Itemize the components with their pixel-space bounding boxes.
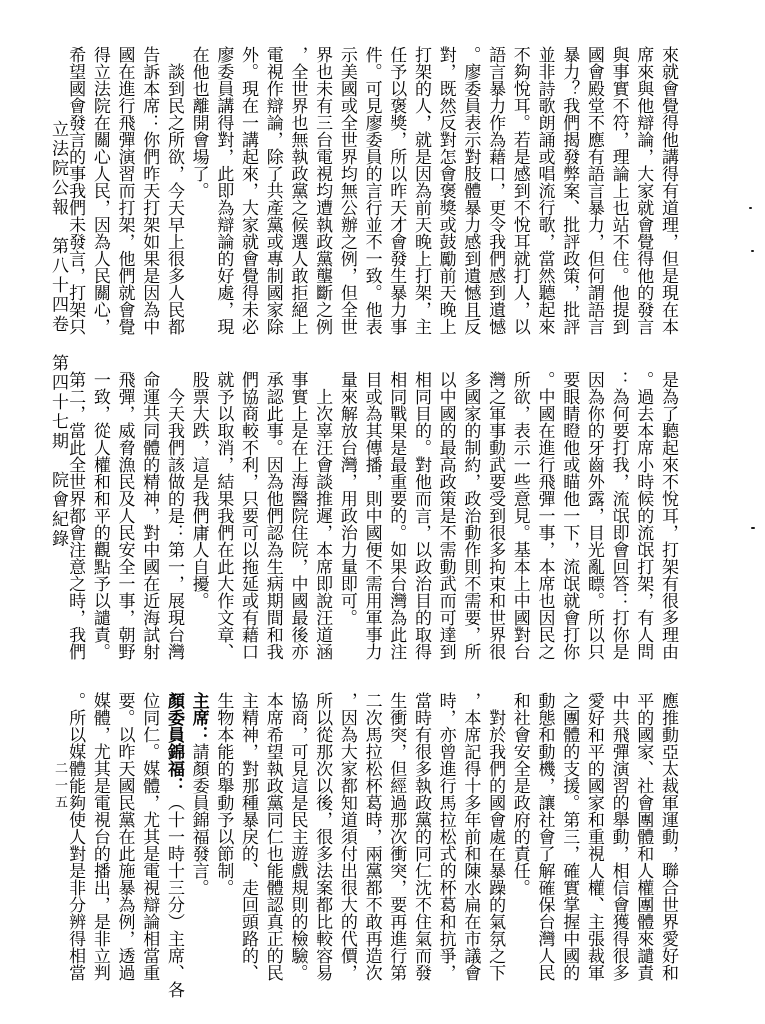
text-column: 要。以昨天國民黨在此施暴為例，透過 [115, 692, 135, 981]
text-column: 。中國在進行飛彈一事，本席也因民之 [535, 371, 555, 660]
text-column: 所以從那次以後，很多法案都比較容易 [313, 692, 333, 981]
text-column: 不夠悅耳。若是感到不悅耳就打人，以 [510, 46, 530, 335]
scan-speck [751, 250, 754, 252]
text-column [161, 692, 186, 998]
text-column: 國會殿堂不應有語言暴力，但何謂語言 [584, 46, 604, 335]
text-column: 目或為其傳播，則中國便不需用軍事力 [362, 371, 382, 660]
scan-speck [749, 207, 752, 209]
text-column: 任予以褒獎，所以昨天才會發生暴力事 [387, 46, 407, 335]
text-column: 愛好和平的國家和重視人權、主張裁軍 [584, 692, 604, 981]
text-column: 。過去本席小時候的流氓打架，有人問 [634, 371, 654, 660]
text-column: 在他也離開會場了。 [189, 46, 209, 199]
text-column: 語言暴力作為藉口，更令我們感到遺憾 [486, 46, 506, 335]
speech-text: 請顏委員錦福發言。 [189, 743, 209, 896]
text-column: 本席希望執政黨同仁也能體認真正的民 [263, 692, 283, 981]
text-column: 股票大跌，這是我們庸人自擾。 [189, 371, 209, 609]
text-column: 媒體，尤其是電視台的播出，是非立判 [90, 692, 110, 981]
text-column: 得立法院在關心人民，因為人民關心， [90, 46, 110, 335]
text-column: 主精神，對那種暴戾的、走回頭路的、 [239, 692, 259, 981]
text-column: 希望國會發言的事我們未發言，打架只 [66, 46, 86, 335]
text-column: ，本席記得十多年前和陳水扁在市議會 [461, 692, 481, 981]
speaker-name: 主席： [189, 692, 209, 743]
text-column: 當時有很多執政黨的同仁沈不住氣而發 [411, 692, 431, 981]
text-column: 應推動亞太裁軍運動，聯合世界愛好和 [659, 692, 678, 981]
speaker-name: 顏委員錦福： [164, 692, 184, 794]
text-column: 們協商較不利，只要可以拖延或有藉口 [239, 371, 259, 660]
text-column: 動態和動機，讓社會了解確保台灣人民 [535, 692, 555, 981]
text-column: 和社會安全是政府的責任。 [510, 692, 530, 896]
text-column: 席來與他辯論，大家就會覺得他的發言 [634, 46, 654, 335]
text-column: ：為何要打我，流氓即會回答：打你是 [609, 371, 629, 660]
text-column: 告訴本席：你們昨天打架如果是因為中 [140, 46, 160, 335]
text-column: 與事實不符，理論上也站不住。他提到 [609, 46, 629, 335]
text-column: 打架的人，就是因為前天晚上打架，主 [411, 46, 431, 335]
text-column: 位同仁。媒體，尤其是電視辯論相當重 [140, 692, 160, 981]
text-column: 件。可見廖委員的言行並不一致。他表 [362, 46, 382, 335]
text-column: 一致，從人權和和平的觀點予以譴責。 [90, 371, 110, 660]
text-column: 平的國家、社會團體和人權團體來譴責 [634, 692, 654, 981]
text-column: ，全世界也無執政黨之候選人敢拒絕上 [288, 46, 308, 335]
text-column: 飛彈，威脅漁民及人民安全一事，朝野 [115, 371, 135, 660]
text-column: 時，亦曾進行馬拉松式的杯葛和抗爭， [436, 692, 456, 981]
text-column: 灣之軍事動武要受到很多拘束和世界很 [486, 371, 506, 660]
text-column: 生物本能的舉動予以節制。 [214, 692, 234, 896]
text-column: 第二，當此全世界都會注意之時，我們 [66, 371, 86, 660]
text-column: 並非詩歌朗誦或唱流行歌，當然聽起來 [535, 46, 555, 335]
text-column: 來就會覺得他講得有道理，但是現在本 [659, 46, 678, 335]
text-column: 談到民之所欲，今天早上很多人民都 [164, 46, 184, 335]
gazette-header-vertical: 立法院公報 第八十四卷 第四十七期 院會紀錄 [49, 120, 68, 549]
text-column: 上次辜汪會談推遲，本席即說汪道涵 [313, 371, 333, 660]
text-column: 界也未有三台電視均遭執政黨壟斷之例 [313, 46, 333, 335]
text-column: 今天我們該做的是：第一，展現台灣 [164, 371, 184, 660]
text-column: 。所以媒體能夠使人對是非分辨得相當 [66, 692, 86, 981]
text-column: 對，既然反對怎會褒獎或鼓勵前天晚上 [436, 46, 456, 335]
text-column: 示美國或全世界均無公辦之例，但全世 [337, 46, 357, 335]
text-band-top [62, 46, 680, 335]
text-column: 。廖委員表示對肢體暴力感到遺憾且反 [461, 46, 481, 335]
text-column: 二次馬拉松杯葛時，兩黨都不敢再造次 [362, 692, 382, 981]
text-column: 是為了聽起來不悅耳，打架有很多理由 [659, 371, 678, 660]
text-column: 事實上是在上海醫院住院，中國最後亦 [288, 371, 308, 660]
text-column: 廖委員講得對，此即為辯論的好處，現 [214, 46, 234, 335]
text-column: 相同目的。對他而言，以政治目的取得 [411, 371, 431, 660]
text-column: 量來解放台灣，用政治力量即可。 [337, 371, 357, 626]
text-column: 相同戰果是最重要的。如果台灣為此注 [387, 371, 407, 660]
text-column: 因為你的牙齒外露，目光亂瞟。所以只 [584, 371, 604, 660]
text-column: 電視作辯論，除了共產黨或專制國家除 [263, 46, 283, 335]
text-band-middle [62, 371, 680, 660]
text-column: 暴力？我們揭發弊案、批評政策，批評 [560, 46, 580, 335]
text-column: 承認此事。因為他們認為生病期間和我 [263, 371, 283, 660]
text-column: 中共飛彈演習的舉動，相信會獲得很多 [609, 692, 629, 981]
text-column: 多國家的制約，政治動作則不需要，所 [461, 371, 481, 660]
scan-speck [751, 527, 755, 529]
text-column: ，因為大家都知道須付出很大的代價， [337, 692, 357, 981]
text-column: 所欲，表示一些意見。基本上中國對台 [510, 371, 530, 660]
text-column: 生衝突，但經過那次衝突，要再進行第 [387, 692, 407, 981]
text-column [186, 692, 211, 998]
speech-text: （十一時十三分）主席、各 [164, 794, 184, 998]
text-column: 就予以取消，結果我們在此大作文章、 [214, 371, 234, 660]
text-column: 國在進行飛彈演習而打架，他們就會覺 [115, 46, 135, 335]
page-number: 二一五 [53, 761, 68, 812]
text-column: 協商，可見這是民主遊戲規則的檢驗。 [288, 692, 308, 981]
text-column: 以中國的最高政策是不需動武而可達到 [436, 371, 456, 660]
text-column: 命運共同體的精神，對中國在近海試射 [140, 371, 160, 660]
text-column: 要眼睛瞪他或瞄他一下，流氓就會打你 [560, 371, 580, 660]
text-column: 對於我們的國會處在暴躁的氣氛之下 [486, 692, 506, 981]
text-column: 外。現在一講起來，大家就會覺得未必 [239, 46, 259, 335]
text-column: 之團體的支援。第三，確實掌握中國的 [560, 692, 580, 981]
text-band-bottom [62, 692, 680, 998]
